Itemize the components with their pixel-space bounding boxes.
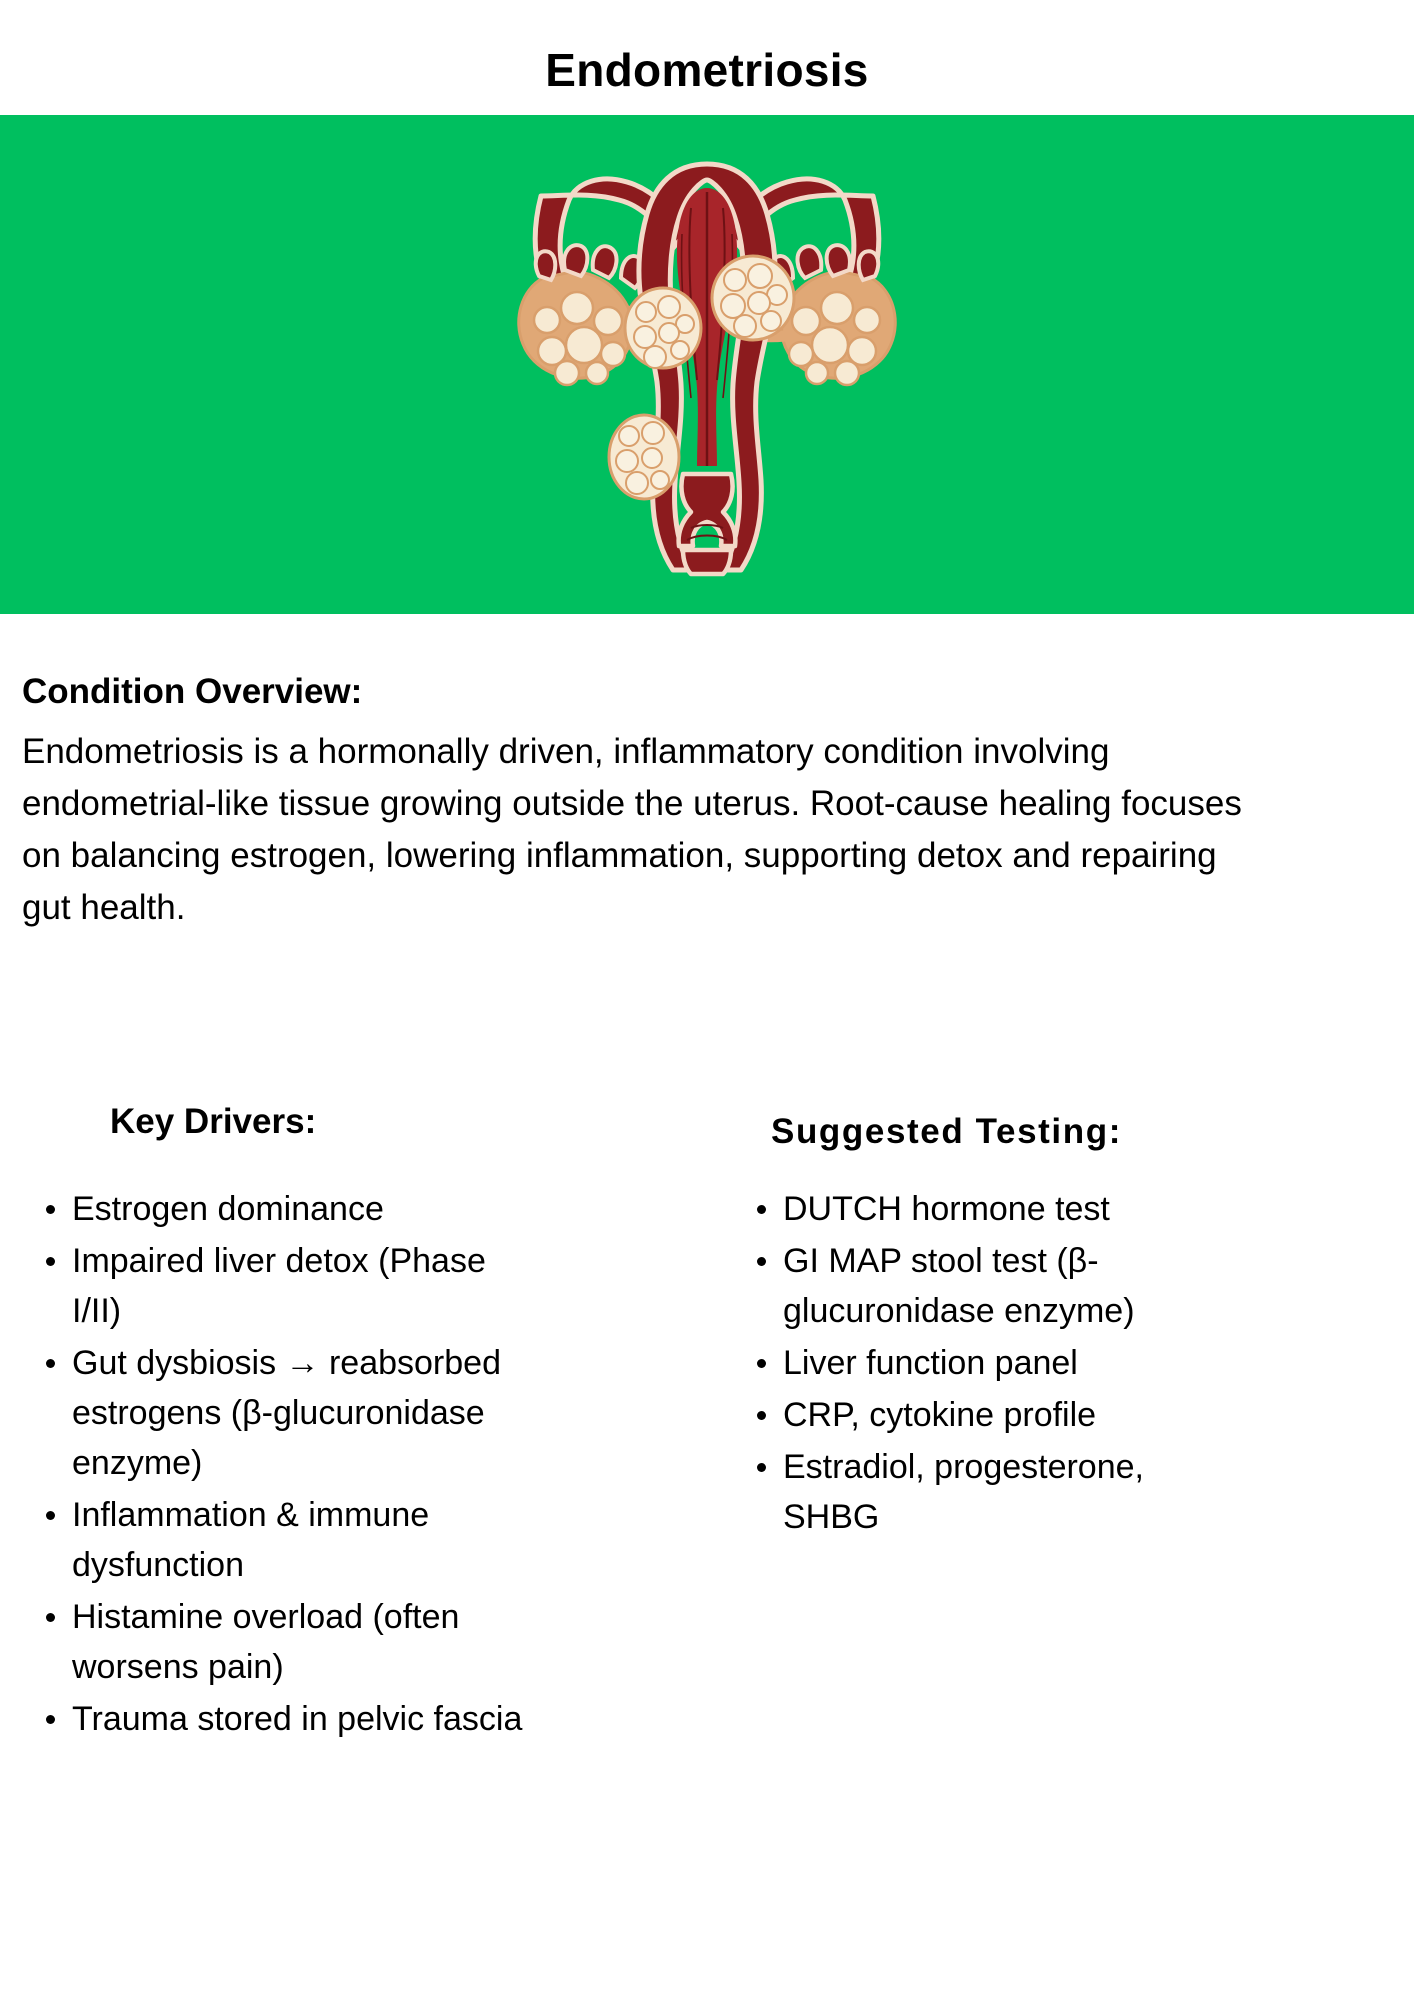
bullet-icon — [46, 1359, 55, 1368]
bullet-icon — [46, 1715, 55, 1724]
list-item-label: Gut dysbiosis → reabsorbed estrogens (β-glucuronidase enzyme) — [72, 1344, 501, 1482]
condition-overview-body: Endometriosis is a hormonally driven, inflammatory condition involving endometrial-like tissue growing outside the uterus. Root-cause healing focuses on balancing estrogen, lowering inflammation, supporting detox and repairing gut health. — [22, 732, 1242, 927]
page-title: Endometriosis — [545, 43, 869, 96]
condition-overview-section — [22, 666, 1282, 934]
bullet-icon — [757, 1257, 766, 1266]
list-item — [735, 1236, 1233, 1336]
list-item-label: Trauma stored in pelvic fascia — [72, 1700, 523, 1738]
list-item-label: Liver function panel — [783, 1344, 1078, 1382]
list-item — [24, 1184, 542, 1234]
list-item — [24, 1338, 542, 1488]
bullet-icon — [46, 1613, 55, 1622]
bullet-icon — [46, 1511, 55, 1520]
list-item — [735, 1338, 1233, 1388]
list-item — [735, 1184, 1233, 1234]
bullet-icon — [757, 1411, 766, 1420]
bullet-icon — [46, 1257, 55, 1266]
bullet-icon — [757, 1463, 766, 1472]
list-item-label: Estrogen dominance — [72, 1190, 384, 1228]
bullet-icon — [757, 1205, 766, 1214]
list-item — [735, 1390, 1233, 1440]
list-item-label: CRP, cytokine profile — [783, 1396, 1097, 1434]
suggested-testing-column — [707, 1098, 1414, 1544]
bullet-icon — [757, 1359, 766, 1368]
hero-banner — [0, 115, 1414, 614]
key-drivers-list — [24, 1184, 707, 1744]
suggested-testing-heading: Suggested Testing: — [771, 1112, 1122, 1151]
bullet-icon — [46, 1205, 55, 1214]
uterus-endometriosis-illustration — [477, 130, 937, 600]
list-item-label: GI MAP stool test (β-glucuronidase enzyme) — [783, 1242, 1135, 1330]
list-item — [24, 1592, 542, 1692]
list-item-label: Impaired liver detox (Phase I/II) — [72, 1242, 486, 1330]
list-item — [24, 1236, 542, 1336]
key-drivers-column — [0, 1098, 707, 1746]
list-item-label: DUTCH hormone test — [783, 1190, 1110, 1228]
condition-overview-heading: Condition Overview: — [22, 672, 363, 711]
list-item — [24, 1490, 542, 1590]
list-item — [735, 1442, 1233, 1542]
list-item — [24, 1694, 542, 1744]
list-item-label: Inflammation & immune dysfunction — [72, 1496, 430, 1584]
key-drivers-heading: Key Drivers: — [110, 1102, 317, 1141]
list-item-label: Histamine overload (often worsens pain) — [72, 1598, 460, 1686]
suggested-testing-list — [731, 1184, 1414, 1542]
list-item-label: Estradiol, progesterone, SHBG — [783, 1448, 1144, 1536]
two-column-section — [0, 1098, 1414, 1746]
